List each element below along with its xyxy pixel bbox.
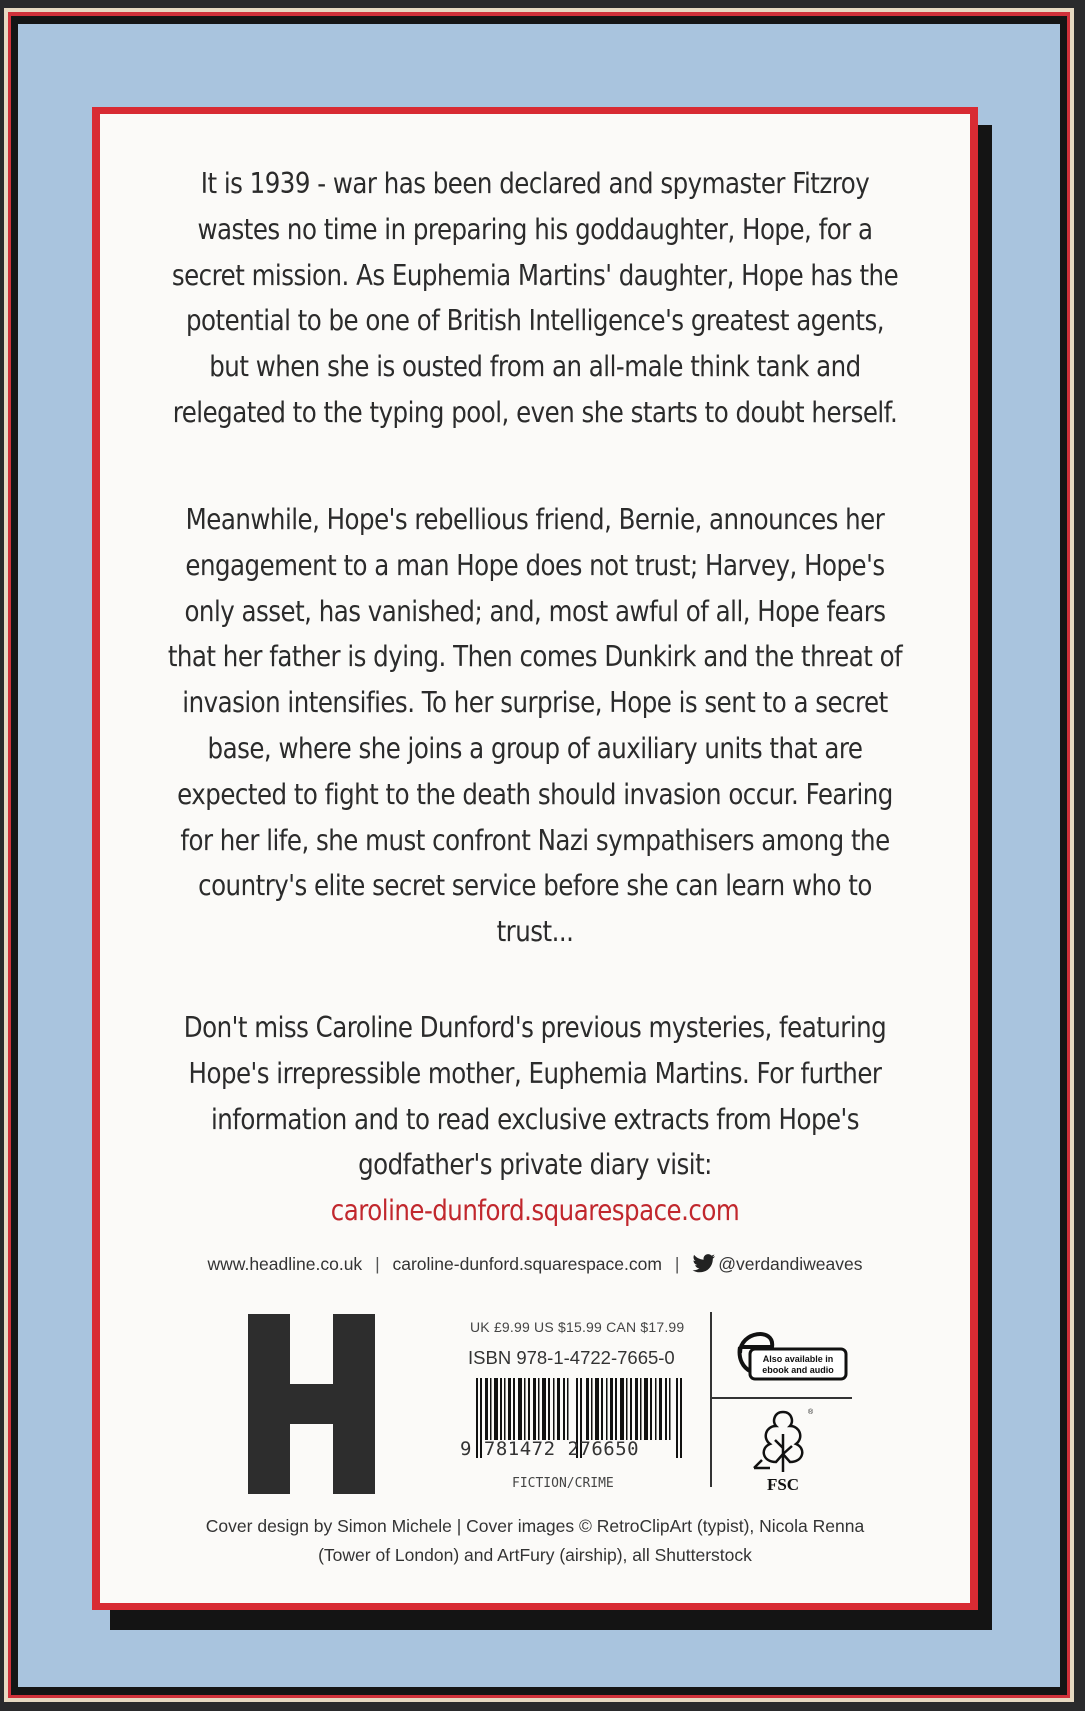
ebook-line-1: Also available in — [762, 1354, 834, 1364]
separator: | — [674, 1253, 680, 1274]
vertical-divider — [710, 1312, 712, 1487]
ebook-line-2: ebook and audio — [762, 1365, 834, 1375]
isbn-number: ISBN 978-1-4722-7665-0 — [468, 1347, 675, 1368]
price-line: UK £9.99 US $15.99 CAN $17.99 — [470, 1319, 685, 1335]
text-panel — [100, 114, 970, 1603]
publisher-website-link[interactable]: www.headline.co.uk — [207, 1253, 363, 1274]
twitter-handle-link[interactable]: @verdandiweaves — [718, 1253, 863, 1274]
author-website-link[interactable]: caroline-dunford.squarespace.com — [330, 1194, 740, 1228]
fsc-tree-logo-icon — [748, 1404, 818, 1494]
separator: | — [375, 1253, 380, 1274]
horizontal-divider — [712, 1397, 852, 1399]
headline-h-logo-icon — [248, 1314, 375, 1494]
cover-credits — [100, 1512, 970, 1570]
cover-credits-line-2: (Tower of London) and ArtFury (airship), all Shutterstock — [318, 1545, 752, 1565]
fsc-label: FSC — [766, 1475, 800, 1494]
twitter-bird-icon — [692, 1254, 716, 1274]
blurb-paragraph-2: Meanwhile, Hope's rebellious friend, Bernie, announces her engagement to a man Hope does not trust; Harvey, Hope's only asset, has vanished; and, most awful of all, Hope fears that her father is dying. Then comes Dunkirk and the threat of invasion intensifies. To her surprise, Hope is sent to a secret base, where she joins a group of auxiliary units that are expected to fight to the death should invasion occur. Fearing for her life, she must confront Nazi sympathisers among the country's elite secret service before she can learn who to trust... — [167, 503, 903, 949]
barcode-digits: 9 781472 276650 — [460, 1438, 640, 1460]
barcode-block — [380, 1311, 698, 1509]
blurb-paragraph-3-text: Don't miss Caroline Dunford's previous mysteries, featuring Hope's irrepressible mother, Euphemia Martins. For further information and to read exclusive extracts from Hope's godfather's private diary visit: — [183, 1011, 887, 1182]
author-website-link-small[interactable]: caroline-dunford.squarespace.com — [392, 1253, 662, 1274]
blurb-paragraph-1: It is 1939 - war has been declared and spymaster Fitzroy wastes no time in preparing his goddaughter, Hope, for a secret mission. As Euphemia Martins' daughter, Hope has the potential to be one of British Intelligence's greatest agents, but when she is ousted from an all-male think tank and relegated to the typing pool, even she starts to doubt herself. — [171, 167, 899, 429]
genre-label: FICTION/CRIME — [512, 1476, 614, 1491]
fsc-registered-mark: ® — [808, 1409, 814, 1416]
cover-credits-line-1: Cover design by Simon Michele | Cover images © RetroClipArt (typist), Nicola Renna — [205, 1516, 865, 1536]
text-panel-red-border — [92, 107, 978, 1610]
ebook-audio-badge-icon — [720, 1319, 850, 1387]
links-line — [100, 1253, 970, 1275]
blurb-paragraph-3 — [170, 1005, 901, 1234]
